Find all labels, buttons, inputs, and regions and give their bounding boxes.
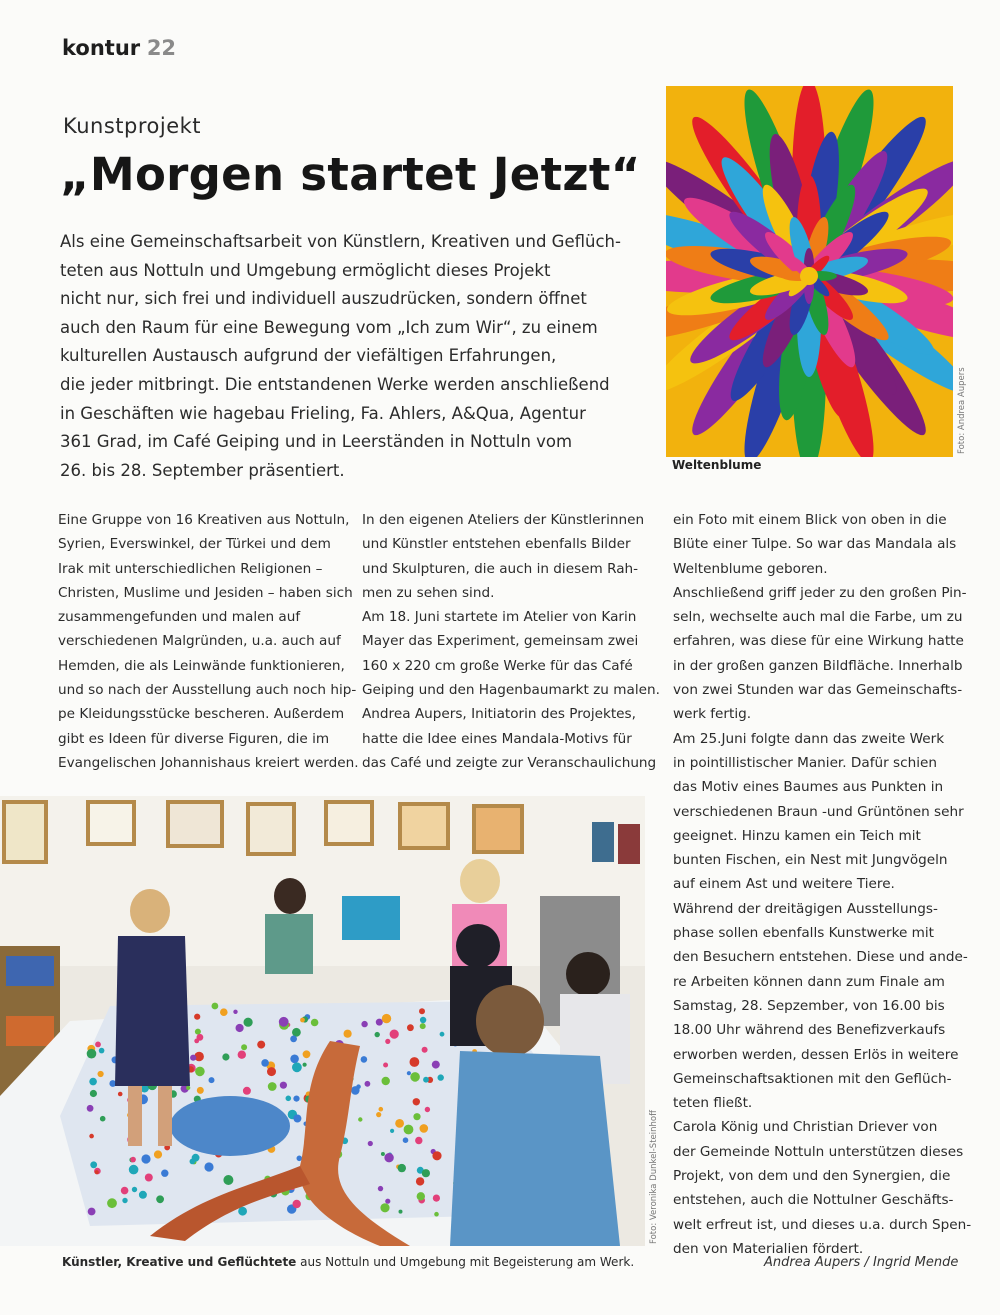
col3-line: Während der dreitägigen Ausstellungs-: [673, 900, 938, 917]
paint-dot: [404, 1125, 414, 1135]
paint-dot: [195, 1029, 201, 1035]
paint-dot: [293, 1115, 301, 1123]
weltenblume-painting: [666, 86, 953, 457]
paint-dot: [382, 1014, 391, 1023]
paint-dot: [419, 1008, 425, 1014]
paint-dot: [410, 1057, 420, 1067]
body-column-3: [673, 508, 971, 1261]
col2-line: 160 x 220 cm große Werke für das Café: [362, 657, 633, 674]
paint-dot: [420, 1017, 426, 1023]
intro-line: nicht nur, sich frei und individuell auszudrücken, sondern öffnet: [60, 289, 587, 309]
col3-line: auf einem Ast und weitere Tiere.: [673, 876, 895, 893]
col2-line: Mayer das Experiment, gemeinsam zwei: [362, 633, 639, 650]
paint-dot: [204, 1162, 213, 1171]
paint-dot: [223, 1175, 233, 1185]
paint-dot: [422, 1169, 430, 1177]
paint-dot: [192, 1154, 200, 1162]
photo-caption: [62, 1255, 634, 1269]
workshop-scene: [0, 796, 645, 1246]
paint-dot: [303, 1063, 307, 1067]
paint-dot: [95, 1042, 101, 1048]
paint-dot: [100, 1116, 106, 1122]
paint-dot: [407, 1071, 411, 1075]
col3-line: verschiedenen Braun -und Grüntönen sehr: [673, 803, 964, 820]
paint-dot: [398, 1164, 406, 1172]
paint-dot: [99, 1048, 105, 1054]
paint-dot: [293, 1096, 299, 1102]
col3-line: geeignet. Hinzu kamen ein Teich mit: [673, 827, 921, 844]
paint-dot: [190, 1055, 196, 1061]
paint-dot: [156, 1195, 164, 1203]
paint-dot: [434, 1212, 439, 1217]
col3-line: ein Foto mit einem Blick von oben in die: [673, 512, 947, 528]
col3-line: Samstag, 28. Sepzember, von 16.00 bis: [673, 997, 945, 1014]
paint-dot: [422, 1047, 428, 1053]
intro-line: auch den Raum für eine Bewegung vom „Ich zum Wir“, zu einem: [60, 317, 598, 337]
article-kicker: Kunstprojekt: [63, 114, 202, 138]
col3-line: Weltenblume geboren.: [673, 560, 828, 577]
col2-line: In den eigenen Ateliers der Künstlerinnen: [362, 512, 645, 528]
paint-dot: [376, 1112, 381, 1117]
col2-line: men zu sehen sind.: [362, 584, 495, 601]
paint-dot: [380, 1203, 389, 1212]
col1-line: Hemden, die als Leinwände funktionieren,: [58, 657, 345, 674]
col3-line: seln, wechselte auch mal die Farbe, um zu: [673, 609, 963, 626]
col3-line: re Arbeiten können dann zum Finale am: [673, 973, 945, 990]
paint-dot: [297, 1156, 303, 1162]
paint-dot: [356, 1084, 361, 1089]
paint-dot: [145, 1174, 153, 1182]
col1-line: Syrien, Everswinkel, der Türkei und dem: [58, 536, 331, 553]
col3-line: Carola König und Christian Driever von: [673, 1119, 938, 1136]
paint-dot: [303, 1050, 311, 1058]
paint-dot: [268, 1082, 277, 1091]
paint-dot: [130, 1157, 136, 1163]
col3-line: in pointillistischer Manier. Dafür schien: [673, 754, 937, 771]
col3-line: phase sollen ebenfalls Kunstwerke mit: [673, 925, 935, 942]
col3-line: teten fließt.: [673, 1095, 753, 1112]
paint-dot: [395, 1119, 404, 1128]
paint-dot: [381, 1152, 385, 1156]
col2-line: und Skulpturen, die auch in diesem Rah-: [362, 560, 639, 577]
col1-line: und so nach der Ausstellung auch noch hip-: [58, 682, 357, 699]
painting-caption: Weltenblume: [672, 458, 762, 472]
paint-dot: [385, 1199, 390, 1204]
col1-line: Evangelischen Johannishaus kreiert werden.: [58, 754, 359, 771]
paint-dot: [385, 1039, 390, 1044]
paint-dot: [139, 1191, 147, 1199]
paint-dot: [122, 1198, 127, 1203]
paint-dot: [415, 1137, 422, 1144]
paint-dot: [286, 1096, 292, 1102]
paint-dot: [121, 1187, 129, 1195]
paint-dot: [98, 1071, 104, 1077]
col1-line: Christen, Muslime und Jesiden – haben sich: [58, 584, 353, 601]
paint-dot: [292, 1062, 302, 1072]
paint-dot: [417, 1192, 425, 1200]
paint-dot: [311, 1019, 319, 1027]
paint-dot: [365, 1081, 371, 1087]
paint-dot: [261, 1059, 269, 1067]
paint-dot: [238, 1207, 247, 1216]
paint-dot: [420, 1023, 426, 1029]
paint-dot: [88, 1208, 96, 1216]
col3-line: erworben werden, dessen Erlös in weitere: [673, 1046, 959, 1063]
paint-dot: [257, 1041, 265, 1049]
intro-line: in Geschäften wie hagebau Frieling, Fa. Ahlers, A&Qua, Agentur: [60, 403, 586, 423]
paint-dot: [89, 1078, 97, 1086]
col3-line: Am 25.Juni folgte dann das zweite Werk: [673, 730, 945, 747]
paint-dot: [293, 1200, 301, 1208]
col3-line: welt erfreut ist, und dieses u.a. durch Spen-: [673, 1216, 972, 1233]
col3-line: entstehen, auch die Nottulner Geschäfts-: [673, 1192, 954, 1209]
paint-dot: [420, 1124, 429, 1133]
col3-line: der Gemeinde Nottuln unterstützen dieses: [673, 1143, 964, 1160]
paint-dot: [238, 1051, 246, 1059]
col2-line: Geiping und den Hagenbaumarkt zu malen.: [362, 682, 660, 699]
paint-dot: [132, 1187, 137, 1192]
col3-line: werk fertig.: [673, 706, 752, 723]
paint-dot: [195, 1067, 205, 1077]
col3-line: Anschließend griff jeder zu den großen Pin-: [673, 584, 967, 601]
paint-dot: [375, 1032, 380, 1037]
paint-dot: [368, 1141, 373, 1146]
paint-dot: [358, 1117, 362, 1121]
paint-dot: [300, 1018, 305, 1023]
col1-line: verschiedenen Malgründen, u.a. auch auf: [58, 633, 341, 650]
article-author: Andrea Aupers / Ingrid Mende: [764, 1255, 959, 1270]
paint-dot: [432, 1151, 441, 1160]
paint-dot: [154, 1150, 162, 1158]
paint-dot: [432, 1061, 440, 1069]
page-number: 22: [146, 36, 177, 60]
paint-dot: [95, 1170, 99, 1174]
col2-line: und Künstler entstehen ebenfalls Bilder: [362, 536, 631, 553]
workshop-photo: [0, 796, 645, 1246]
paint-dot: [90, 1090, 97, 1097]
paint-dot: [222, 1053, 229, 1060]
paint-dot: [244, 1018, 253, 1027]
paint-dot: [378, 1186, 383, 1191]
paint-dot: [403, 1137, 409, 1143]
paint-dot: [290, 1036, 297, 1043]
paint-dot: [292, 1028, 301, 1037]
paint-dot: [413, 1113, 420, 1120]
paint-dot: [410, 1072, 420, 1082]
paint-dot: [241, 1044, 247, 1050]
body-column-2: [362, 508, 660, 775]
col2-line: das Café und zeigte zur Veranschaulichung: [362, 754, 657, 771]
photo-credit: Foto: Veronika Dunkel-Steinhoff: [649, 1110, 659, 1244]
paint-dot: [194, 1014, 200, 1020]
paint-dot: [220, 1008, 228, 1016]
paint-dot: [212, 1003, 219, 1010]
intro-line: 361 Grad, im Café Geiping und in Leerständen in Nottuln vom: [60, 432, 573, 452]
col2-line: Am 18. Juni startete im Atelier von Karin: [362, 609, 637, 626]
paint-dot: [361, 1021, 367, 1027]
intro-line: 26. bis 28. September präsentiert.: [60, 460, 345, 480]
paint-dot: [118, 1092, 123, 1097]
col1-line: pe Kleidungsstücke bescheren. Außerdem: [58, 706, 345, 723]
photo-caption-rest: aus Nottuln und Umgebung mit Begeisterung am Werk.: [296, 1255, 635, 1269]
col3-line: den Besuchern entstehen. Diese und ande-: [673, 949, 968, 966]
paint-dot: [399, 1210, 403, 1214]
paint-dot: [280, 1082, 287, 1089]
col3-line: von zwei Stunden war das Gemeinschafts-: [673, 682, 963, 699]
paint-dot: [186, 1086, 190, 1090]
paint-dot: [290, 1055, 299, 1064]
col1-line: zusammengefunden und malen auf: [58, 609, 301, 626]
paint-dot: [197, 1034, 204, 1041]
paint-dot: [383, 1063, 388, 1068]
paint-dot: [87, 1049, 97, 1059]
col3-line: Blüte einer Tulpe. So war das Mandala als: [673, 536, 957, 553]
paint-dot: [382, 1077, 390, 1085]
painting-credit: Foto: Andrea Aupers: [957, 367, 967, 454]
paint-dot: [390, 1030, 399, 1039]
small-canvas: [342, 896, 400, 940]
paint-dot: [89, 1134, 94, 1139]
paint-dot: [390, 1129, 394, 1133]
paint-dot: [433, 1195, 440, 1202]
col3-line: Gemeinschaftsaktionen mit den Geflüch-: [673, 1070, 952, 1087]
paint-dot: [423, 1077, 429, 1083]
mandala-artwork: [666, 86, 953, 457]
paint-dot: [440, 1032, 445, 1037]
mandala-center: [800, 267, 818, 285]
col2-line: Andrea Aupers, Initiatorin des Projektes,: [362, 706, 636, 723]
paint-dot: [384, 1153, 393, 1162]
col3-line: erfahren, was diese für eine Wirkung hatte: [673, 633, 964, 650]
paint-dot: [236, 1024, 244, 1032]
paint-dot: [376, 1019, 383, 1026]
paint-dot: [416, 1177, 424, 1185]
page-header: [62, 36, 176, 60]
paint-dot: [407, 1024, 414, 1031]
intro-line: die jeder mitbringt. Die entstandenen Werke werden anschließend: [60, 374, 610, 394]
col2-line: hatte die Idee eines Mandala-Motivs für: [362, 730, 632, 747]
paint-dot: [233, 1010, 237, 1014]
paint-dot: [87, 1105, 94, 1112]
paint-dot: [209, 1077, 215, 1083]
paint-dot: [90, 1161, 97, 1168]
photo-caption-bold: Künstler, Kreative und Geflüchtete: [62, 1255, 297, 1269]
paint-dot: [129, 1165, 139, 1175]
article-intro: [60, 228, 640, 485]
paint-dot: [279, 1017, 289, 1027]
col1-line: Irak mit unterschiedlichen Religionen –: [58, 560, 323, 577]
intro-line: Als eine Gemeinschaftsarbeit von Künstlern, Kreativen und Geflüch-: [60, 232, 621, 251]
paint-dot: [361, 1056, 368, 1063]
paint-dot: [243, 1087, 251, 1095]
paint-dot: [413, 1098, 420, 1105]
magazine-brand: kontur: [62, 36, 141, 60]
body-column-1: [58, 508, 359, 775]
col3-line: in der großen ganzen Bildfläche. Innerhalb: [673, 657, 963, 674]
col1-line: gibt es Ideen für diverse Figuren, die im: [58, 730, 330, 747]
intro-line: kulturellen Austausch aufgrund der viefältigen Erfahrungen,: [60, 346, 557, 366]
article-headline: „Morgen startet Jetzt“: [60, 148, 641, 201]
intro-line: teten aus Nottuln und Umgebung ermöglicht dieses Projekt: [60, 260, 551, 280]
paint-dot: [438, 1074, 444, 1080]
paint-dot: [141, 1154, 150, 1163]
col3-line: bunten Fischen, ein Nest mit Jungvögeln: [673, 852, 948, 869]
paint-dot: [267, 1067, 276, 1076]
paint-dot: [344, 1030, 352, 1038]
col3-line: den von Materialien fördert.: [673, 1240, 864, 1257]
paint-dot: [161, 1170, 168, 1177]
col3-line: Projekt, von dem und den Synergien, die: [673, 1168, 951, 1185]
col3-line: das Motiv eines Baumes aus Punkten in: [673, 779, 944, 796]
paint-dot: [107, 1198, 117, 1208]
paint-dot: [425, 1107, 430, 1112]
paint-dot: [197, 1087, 204, 1094]
paint-dot: [379, 1107, 384, 1112]
col1-line: Eine Gruppe von 16 Kreativen aus Nottuln,: [58, 512, 350, 528]
col3-line: 18.00 Uhr während des Benefizverkaufs: [673, 1022, 946, 1039]
